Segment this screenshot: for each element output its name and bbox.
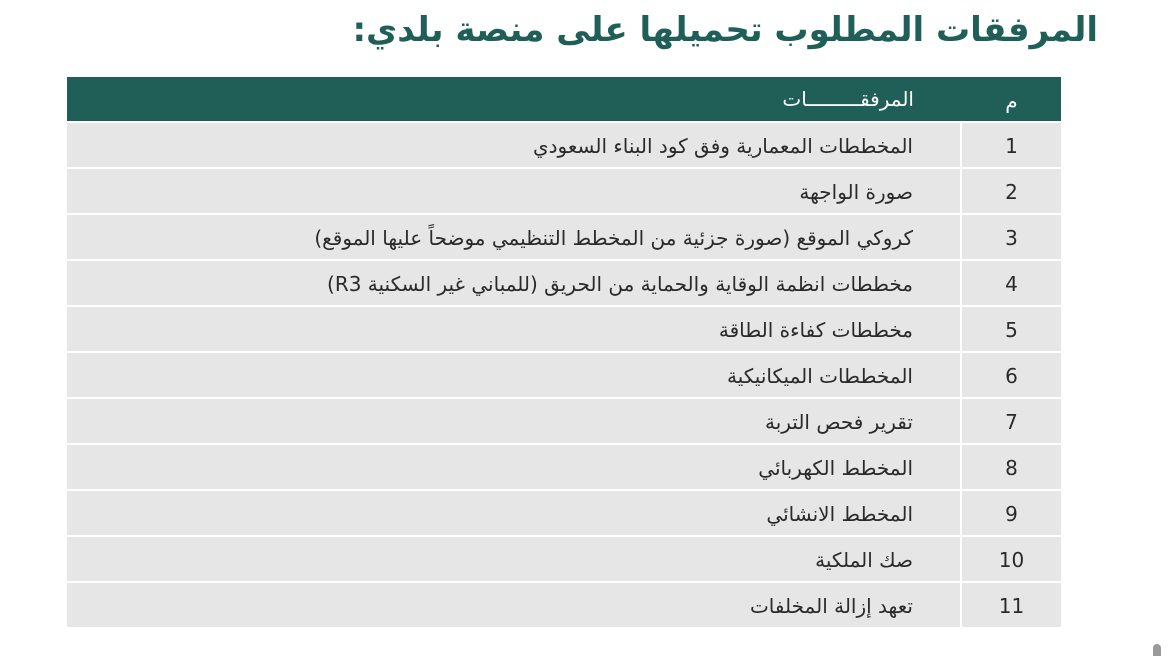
header-number: م: [1005, 89, 1018, 113]
number-cell: [962, 445, 1061, 489]
attachment-text: مخططات انظمة الوقاية والحماية من الحريق (للمباني غير السكنية R3): [327, 272, 913, 296]
attachment-cell: [67, 307, 960, 351]
table-row: [67, 583, 1061, 627]
attachment-text: صورة الواجهة: [799, 180, 913, 204]
attachment-text: صك الملكية: [815, 548, 913, 572]
attachment-cell: [67, 215, 960, 259]
page-title: المرفقات المطلوب تحميلها على منصة بلدي:: [352, 10, 1098, 50]
number-cell: [962, 537, 1061, 581]
row-number: 6: [1005, 364, 1018, 388]
table-header: [67, 77, 1061, 121]
table-row: [67, 169, 1061, 213]
number-cell: [962, 491, 1061, 535]
table-row: [67, 307, 1061, 351]
table-row: [67, 537, 1061, 581]
row-number: 8: [1005, 456, 1018, 480]
number-cell: [962, 307, 1061, 351]
attachment-text: تعهد إزالة المخلفات: [749, 594, 913, 618]
attachment-cell: [67, 583, 960, 627]
attachment-cell: [67, 399, 960, 443]
number-cell: [962, 215, 1061, 259]
attachment-cell: [67, 261, 960, 305]
row-number: 3: [1005, 226, 1018, 250]
row-number: 2: [1005, 180, 1018, 204]
row-number: 9: [1005, 502, 1018, 526]
number-cell: [962, 261, 1061, 305]
attachment-text: تقرير فحص التربة: [764, 410, 913, 434]
scroll-indicator[interactable]: [1153, 644, 1161, 656]
number-cell: [962, 169, 1061, 213]
attachment-text: مخططات كفاءة الطاقة: [718, 318, 913, 342]
attachment-text: المخططات المعمارية وفق كود البناء السعودي: [532, 134, 913, 158]
row-number: 10: [998, 548, 1025, 572]
table-row: [67, 445, 1061, 489]
number-cell: [962, 583, 1061, 627]
table-row: [67, 215, 1061, 259]
row-number: 1: [1005, 134, 1018, 158]
number-cell: [962, 399, 1061, 443]
table-row: [67, 399, 1061, 443]
attachments-table: [67, 77, 1061, 629]
row-number: 4: [1005, 272, 1018, 296]
number-cell: [962, 123, 1061, 167]
attachment-text: المخططات الميكانيكية: [726, 364, 913, 388]
attachment-cell: [67, 123, 960, 167]
attachment-cell: [67, 537, 960, 581]
attachment-text: المخطط الكهربائي: [758, 456, 913, 480]
table-row: [67, 491, 1061, 535]
row-number: 11: [998, 594, 1025, 618]
row-number: 5: [1005, 318, 1018, 342]
attachment-text: المخطط الانشائي: [766, 502, 913, 526]
row-number: 7: [1005, 410, 1018, 434]
attachment-cell: [67, 445, 960, 489]
table-row: [67, 353, 1061, 397]
table-row: [67, 123, 1061, 167]
attachment-cell: [67, 491, 960, 535]
attachment-cell: [67, 353, 960, 397]
header-attachment: المرفقـــــــــات: [782, 87, 914, 111]
number-cell: [962, 353, 1061, 397]
attachment-text: كروكي الموقع (صورة جزئية من المخطط التنظيمي موضحاً عليها الموقع): [314, 226, 913, 250]
table-row: [67, 261, 1061, 305]
attachment-cell: [67, 169, 960, 213]
